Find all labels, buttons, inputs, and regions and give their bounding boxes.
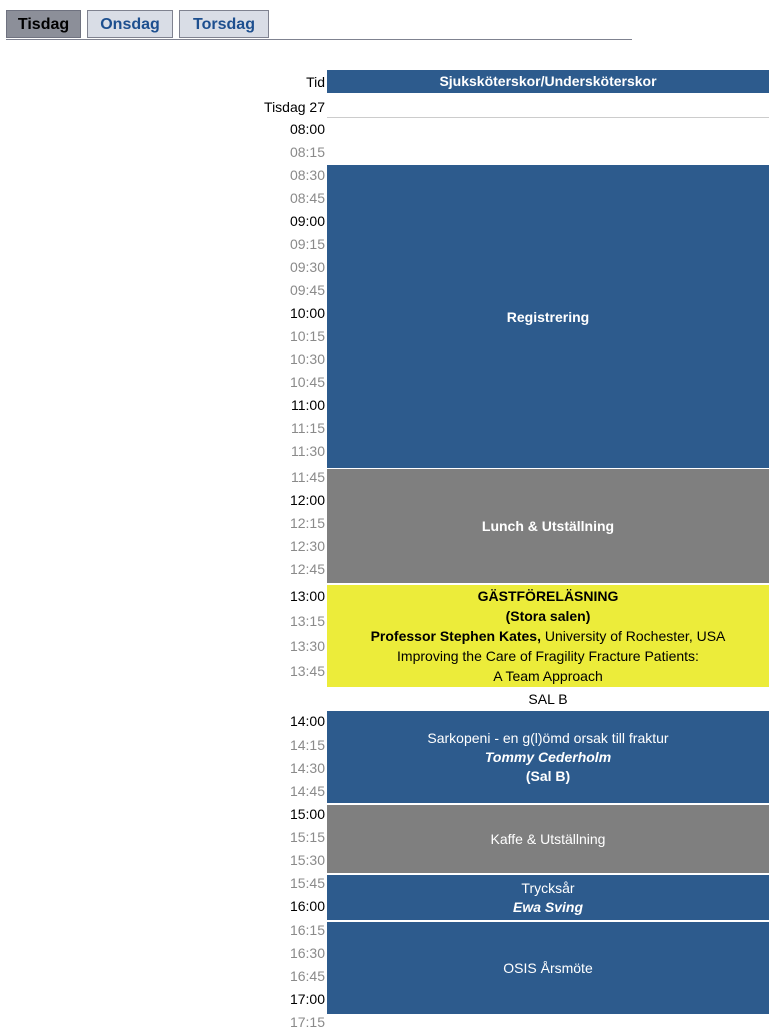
time-label: 09:45	[289, 282, 325, 298]
session-title: GÄSTFÖRELÄSNING	[477, 588, 619, 604]
time-label: 11:00	[291, 397, 325, 413]
session-osis	[327, 922, 769, 1014]
time-label: 11:45	[291, 469, 325, 485]
session-speaker-line	[371, 626, 726, 646]
time-label: 16:30	[289, 945, 325, 961]
session-title: Registrering	[506, 308, 590, 325]
session-title: Trycksår	[521, 879, 575, 896]
time-label: 14:45	[289, 783, 325, 799]
time-label: 14:15	[289, 737, 325, 753]
time-label: 08:15	[289, 144, 325, 160]
time-label: 13:45	[289, 663, 325, 679]
track-column-header: Sjuksköterskor/Undersköterskor	[327, 70, 769, 93]
tab-torsdag[interactable]: Torsdag	[179, 10, 269, 38]
time-label: 14:30	[289, 760, 325, 776]
time-label: 12:00	[289, 492, 325, 508]
day-tabs	[6, 8, 632, 40]
tab-tisdag[interactable]: Tisdag	[6, 10, 81, 38]
session-speaker: Ewa Sving	[512, 898, 584, 915]
session-trycksar	[327, 875, 769, 920]
time-label: 16:15	[289, 922, 325, 938]
time-label: 09:30	[289, 259, 325, 275]
session-topic-line2: A Team Approach	[493, 668, 603, 684]
time-label: 10:00	[289, 305, 325, 321]
time-label: 17:15	[289, 1014, 325, 1030]
room-label-sal-b: SAL B	[528, 691, 568, 707]
time-label: 15:45	[289, 875, 325, 891]
time-label: 12:45	[289, 561, 325, 577]
time-label: 15:00	[289, 806, 325, 822]
session-kaffe	[327, 805, 769, 873]
time-label: 11:30	[291, 443, 325, 459]
time-label: 13:00	[289, 588, 325, 604]
session-room: (Stora salen)	[505, 608, 591, 624]
time-label: 08:30	[289, 167, 325, 183]
session-topic-line1: Improving the Care of Fragility Fracture Patients:	[397, 648, 699, 664]
time-label: 10:30	[289, 351, 325, 367]
tab-onsdag[interactable]: Onsdag	[87, 10, 173, 38]
session-speaker: Tommy Cederholm	[484, 748, 612, 765]
time-label: 08:00	[289, 121, 325, 137]
time-label: 15:15	[289, 829, 325, 845]
time-label: 11:15	[291, 420, 325, 436]
speaker-affiliation: University of Rochester, USA	[540, 628, 726, 644]
time-label: 09:00	[289, 213, 325, 229]
time-label: 17:00	[289, 991, 325, 1007]
time-label: 10:45	[289, 374, 325, 390]
time-label: 10:15	[289, 328, 325, 344]
time-label: 13:30	[289, 638, 325, 654]
time-label: 09:15	[289, 236, 325, 252]
session-title: Lunch & Utställning	[481, 518, 615, 534]
session-title: Sarkopeni - en g(l)ömd orsak till fraktur	[427, 729, 669, 746]
time-column-header: Tid	[306, 74, 325, 90]
time-label: 14:00	[289, 713, 325, 729]
divider	[327, 117, 769, 118]
time-label: 13:15	[289, 613, 325, 629]
day-label: Tisdag 27	[264, 99, 325, 115]
session-room: (Sal B)	[525, 767, 571, 784]
session-title: OSIS Årsmöte	[503, 960, 593, 976]
session-title: Kaffe & Utställning	[490, 831, 606, 847]
speaker-name: Professor Stephen Kates,	[370, 628, 541, 644]
session-lunch	[327, 469, 769, 583]
time-label: 16:00	[289, 898, 325, 914]
session-sarkopeni	[327, 711, 769, 803]
session-guest-lecture	[327, 585, 769, 687]
time-label: 08:45	[289, 190, 325, 206]
session-registrering	[327, 165, 769, 468]
time-label: 12:15	[289, 515, 325, 531]
time-label: 15:30	[289, 852, 325, 868]
time-label: 16:45	[289, 968, 325, 984]
time-label: 12:30	[289, 538, 325, 554]
